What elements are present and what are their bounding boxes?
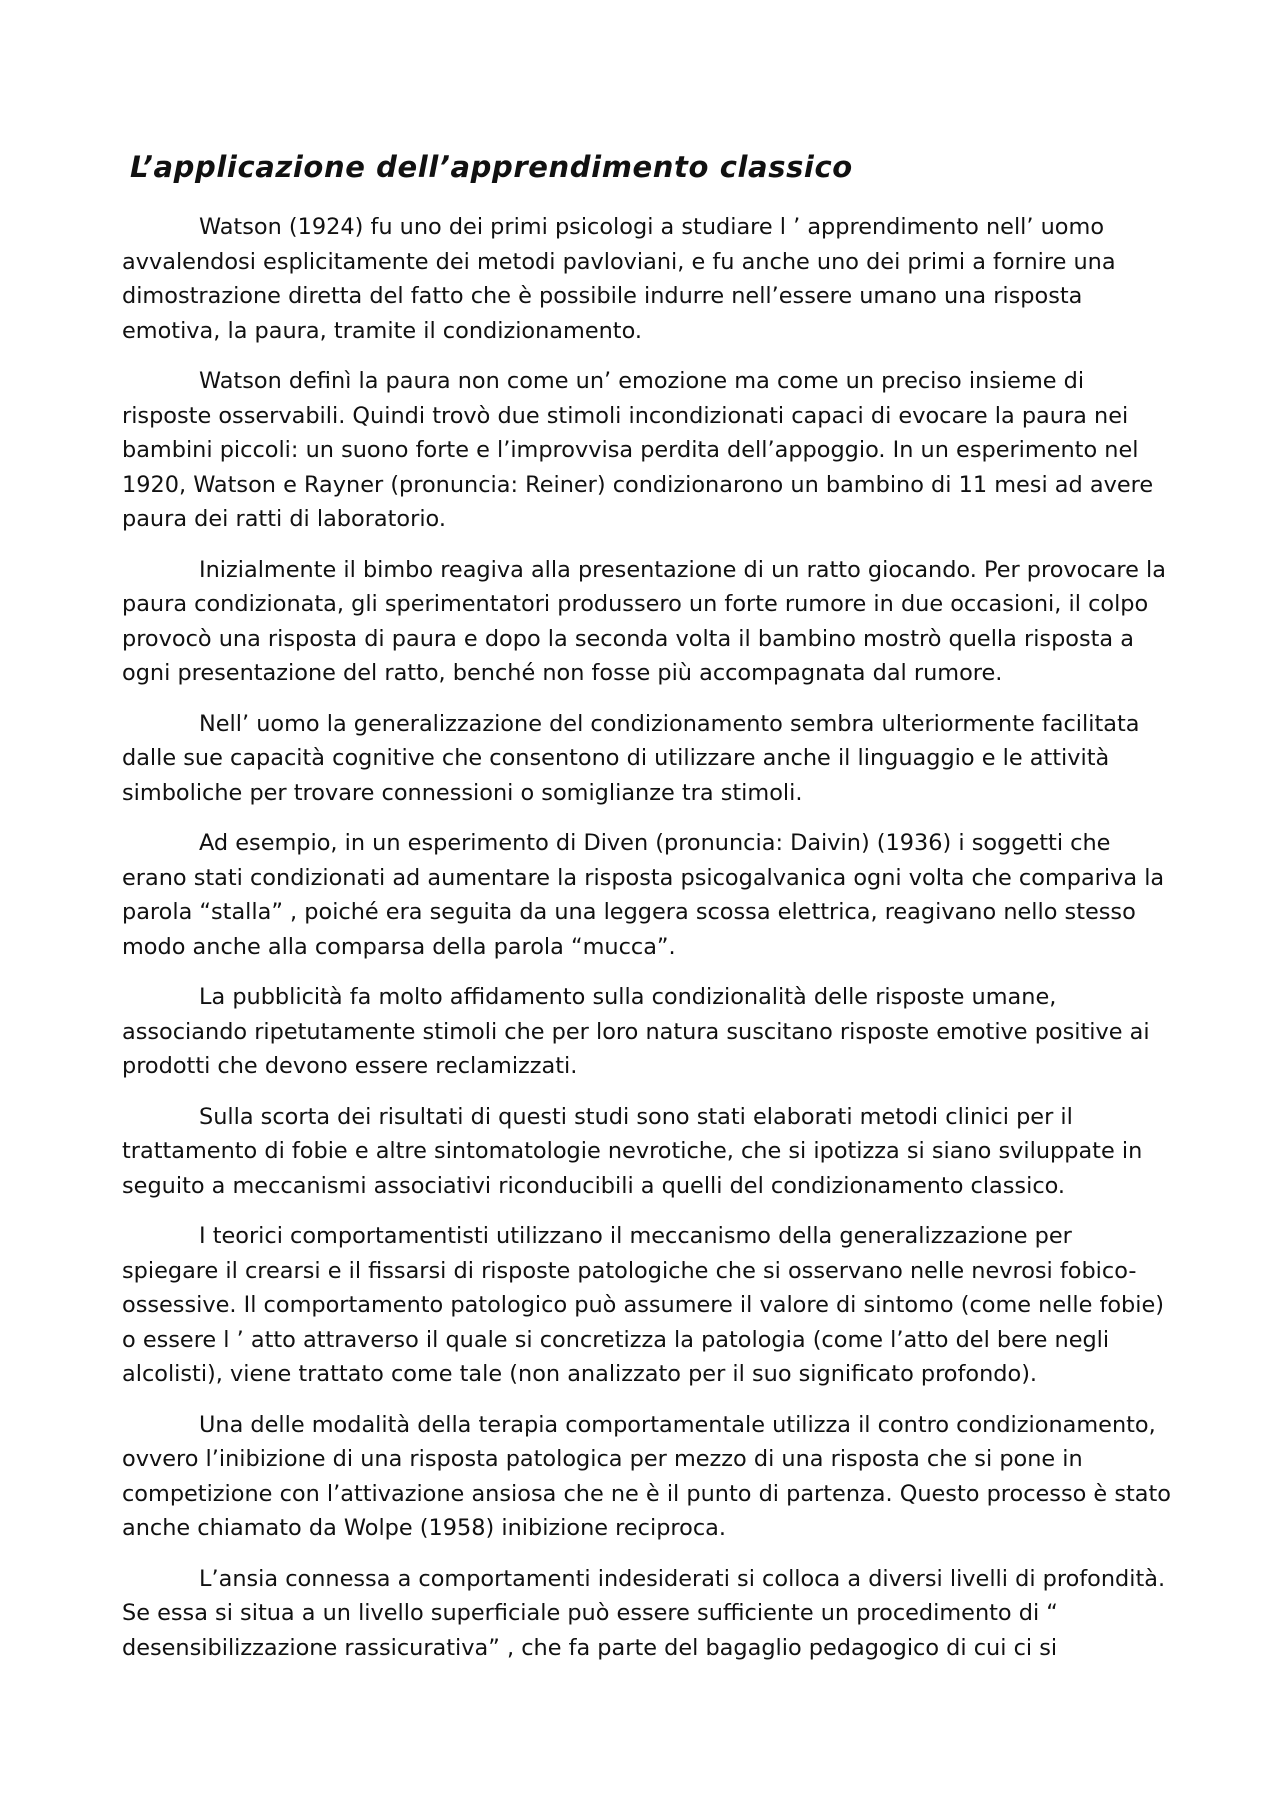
paragraph-2: Watson definì la paura non come un’ emozione ma come un preciso insieme di risposte osservabili. Quindi trovò due stimoli incondizionati capaci di evocare la paura nei bambini piccoli: un suono forte e l’improvvisa perdita dell’appoggio. In un esperimento nel 1920, Watson e Rayner (pronuncia: Reiner) condizionarono un bambino di 11 mesi ad avere paura dei ratti di laboratorio. <box>122 368 1154 532</box>
document-title: L’applicazione dell’apprendimento classico <box>130 150 853 184</box>
paragraph-1: Watson (1924) fu uno dei primi psicologi a studiare l ’ apprendimento nell’ uomo avvalendosi esplicitamente dei metodi pavloviani, e fu anche uno dei primi a fornire una dimostrazione diretta del fatto che è possibile indurre nell’essere umano una risposta emotiva, la paura, tramite il condizionamento. <box>122 214 1116 344</box>
paragraph-3: Inizialmente il bimbo reagiva alla presentazione di un ratto giocando. Per provocare la paura condizionata, gli sperimentatori produssero un forte rumore in due occasioni, il colpo provocò una risposta di paura e dopo la seconda volta il bambino mostrò quella risposta a ogni presentazione del ratto, benché non fosse più accompagnata dal rumore. <box>122 556 1166 686</box>
paragraph-7: Sulla scorta dei risultati di questi studi sono stati elaborati metodi clinici per il trattamento di fobie e altre sintomatologie nevrotiche, che si ipotizza si siano sviluppate in seguito a meccanismi associativi riconducibili a quelli del condizionamento classico. <box>122 1103 1143 1199</box>
document-body <box>122 210 1172 1681</box>
paragraph-5: Ad esempio, in un esperimento di Diven (pronuncia: Daivin) (1936) i soggetti che erano stati condizionati ad aumentare la risposta psicogalvanica ogni volta che compariva la parola “stalla” , poiché era seguita da una leggera scossa elettrica, reagivano nello stesso modo anche alla comparsa della parola “mucca”. <box>122 830 1165 960</box>
paragraph-4: Nell’ uomo la generalizzazione del condizionamento sembra ulteriormente facilitata dalle sue capacità cognitive che consentono di utilizzare anche il linguaggio e le attività simboliche per trovare connessioni o somiglianze tra stimoli. <box>122 710 1140 806</box>
paragraph-9: Una delle modalità della terapia comportamentale utilizza il contro condizionamento, ovvero l’inibizione di una risposta patologica per mezzo di una risposta che si pone in competizione con l’attivazione ansiosa che ne è il punto di partenza. Questo processo è stato anche chiamato da Wolpe (1958) inibizione reciproca. <box>122 1411 1171 1541</box>
paragraph-6: La pubblicità fa molto affidamento sulla condizionalità delle risposte umane, associando ripetutamente stimoli che per loro natura suscitano risposte emotive positive ai prodotti che devono essere reclamizzati. <box>122 984 1150 1079</box>
paragraph-8: I teorici comportamentisti utilizzano il meccanismo della generalizzazione per spiegare il crearsi e il fissarsi di risposte patologiche che si osservano nelle nevrosi fobico-ossessive. Il comportamento patologico può assumere il valore di sintomo (come nelle fobie) o essere l ’ atto attraverso il quale si concretizza la patologia (come l’atto del bere negli alcolisti), viene trattato come tale (non analizzato per il suo significato profondo). <box>122 1223 1164 1387</box>
paragraph-10: L’ansia connessa a comportamenti indesiderati si colloca a diversi livelli di profondità. Se essa si situa a un livello superficiale può essere sufficiente un procedimento di “ desensibilizzazione rassicurativa” , che fa parte del bagaglio pedagogico di cui ci si <box>122 1565 1166 1661</box>
